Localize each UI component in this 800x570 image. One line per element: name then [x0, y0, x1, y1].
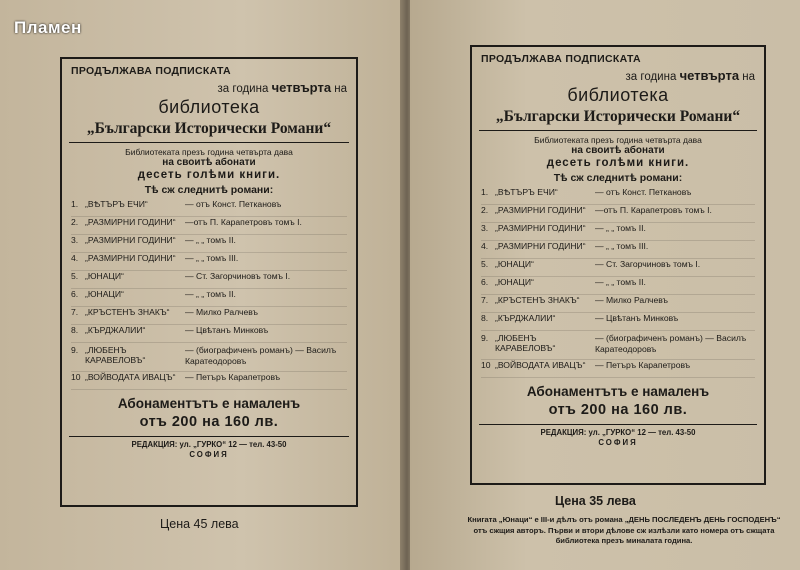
subscribers-line: на своитѣ абонати [571, 145, 665, 156]
novel-list [71, 199, 347, 390]
list-item: 10 „ВОЙВОДАТА ИВАЦЪ“ — Петъръ Карапетровъ [481, 360, 755, 378]
following-line: Тѣ сж следнитѣ романи: [553, 172, 683, 184]
continues-heading: ПРОДЪЛЖАВА ПОДПИСКАТА [71, 65, 231, 77]
list-item: 8. „КЪРДЖАЛИИ“ — Цвѣтанъ Минковъ [481, 313, 755, 331]
divider [479, 424, 757, 425]
list-item: 9. „ЛЮБЕНЪ КАРАВЕЛОВЪ“ — (биографиченъ романъ) — Василъ Каратеодоровъ [71, 343, 347, 372]
subscription-price: отъ 200 на 160 лв. [548, 402, 688, 418]
divider [479, 130, 757, 131]
year-line: за година четвърта на [217, 80, 347, 95]
novel-list [481, 187, 755, 378]
divider [69, 436, 349, 437]
list-item: 7. „КРЪСТЕНЪ ЗНАКЪ“ — Милко Ралчевъ [71, 307, 347, 325]
subscription-reduced: Абонаментътъ е намаленъ [117, 396, 301, 411]
library-during-line: Библиотеката презъ година четвърта дава [534, 135, 702, 145]
ten-books-line: десеть голѣми книги. [546, 157, 690, 169]
divider [69, 142, 349, 143]
list-item: 4. „РАЗМИРНИ ГОДИНИ“ — „ „ томъ III. [481, 241, 755, 259]
subscribers-line: на своитѣ абонати [162, 157, 256, 168]
list-item: 8. „КЪРДЖАЛИИ“ — Цвѣтанъ Минковъ [71, 325, 347, 343]
year-line: за година четвърта на [625, 68, 755, 83]
list-item: 2. „РАЗМИРНИ ГОДИНИ“ —отъ П. Карапетровъ томъ I. [71, 217, 347, 235]
list-item: 9. „ЛЮБЕНЪ КАРАВЕЛОВЪ“ — (биографиченъ романъ) — Василъ Каратеодоровъ [481, 331, 755, 360]
list-item: 5. „ЮНАЦИ“ — Ст. Загорчиновъ томъ I. [481, 259, 755, 277]
list-item: 4. „РАЗМИРНИ ГОДИНИ“ — „ „ томъ III. [71, 253, 347, 271]
subscription-price: отъ 200 на 160 лв. [139, 414, 279, 430]
library-name: „Български Исторически Романи“ [86, 120, 332, 137]
right-ad-frame [470, 45, 766, 485]
watermark-text: Пламен [14, 18, 82, 37]
list-item: 6. „ЮНАЦИ“ — „ „ томъ II. [71, 289, 347, 307]
left-price: Цена 45 лева [160, 517, 239, 531]
list-item: 3. „РАЗМИРНИ ГОДИНИ“ — „ „ томъ II. [71, 235, 347, 253]
editorial-address: РЕДАКЦИЯ: ул. „ГУРКО“ 12 — тел. 43-50 [540, 428, 696, 437]
editorial-city: СОФИЯ [189, 450, 229, 459]
editorial-address: РЕДАКЦИЯ: ул. „ГУРКО“ 12 — тел. 43-50 [131, 440, 287, 449]
list-item: 10 „ВОЙВОДАТА ИВАЦЪ“ — Петъръ Карапетровъ [71, 372, 347, 390]
list-item: 7. „КРЪСТЕНЪ ЗНАКЪ“ — Милко Ралчевъ [481, 295, 755, 313]
book-note: Книгата „Юнаци“ е III-и дѣлъ отъ романа „ДЕНЬ ПОСЛЕДЕНЪ ДЕНЬ ГОСПОДЕНЪ“ отъ сжщия авторъ. Първи и втори дѣлове сж излѣзли като номера отъ сжщата библиотека презъ миналата година. [467, 515, 781, 545]
right-price: Цена 35 лева [555, 494, 636, 508]
library-word: библиотека [567, 85, 669, 105]
list-item: 6. „ЮНАЦИ“ — „ „ томъ II. [481, 277, 755, 295]
library-name: „Български Исторически Романи“ [495, 108, 741, 125]
library-during-line: Библиотеката презъ година четвърта дава [125, 147, 293, 157]
list-item: 5. „ЮНАЦИ“ — Ст. Загорчиновъ томъ I. [71, 271, 347, 289]
ten-books-line: десеть голѣми книги. [137, 169, 281, 181]
library-word: библиотека [158, 97, 260, 117]
list-item: 3. „РАЗМИРНИ ГОДИНИ“ — „ „ томъ II. [481, 223, 755, 241]
following-line: Тѣ сж следнитѣ романи: [144, 184, 274, 196]
list-item: 2. „РАЗМИРНИ ГОДИНИ“ —отъ П. Карапетровъ томъ I. [481, 205, 755, 223]
continues-heading: ПРОДЪЛЖАВА ПОДПИСКАТА [481, 53, 641, 65]
list-item: 1. „ВѢТЪРЪ ЕЧИ“ — отъ Конст. Петкановъ [71, 199, 347, 217]
left-ad-frame [60, 57, 358, 507]
editorial-city: СОФИЯ [598, 438, 638, 447]
list-item: 1. „ВѢТЪРЪ ЕЧИ“ — отъ Конст. Петкановъ [481, 187, 755, 205]
subscription-reduced: Абонаментътъ е намаленъ [526, 384, 710, 399]
right-page [410, 0, 800, 570]
